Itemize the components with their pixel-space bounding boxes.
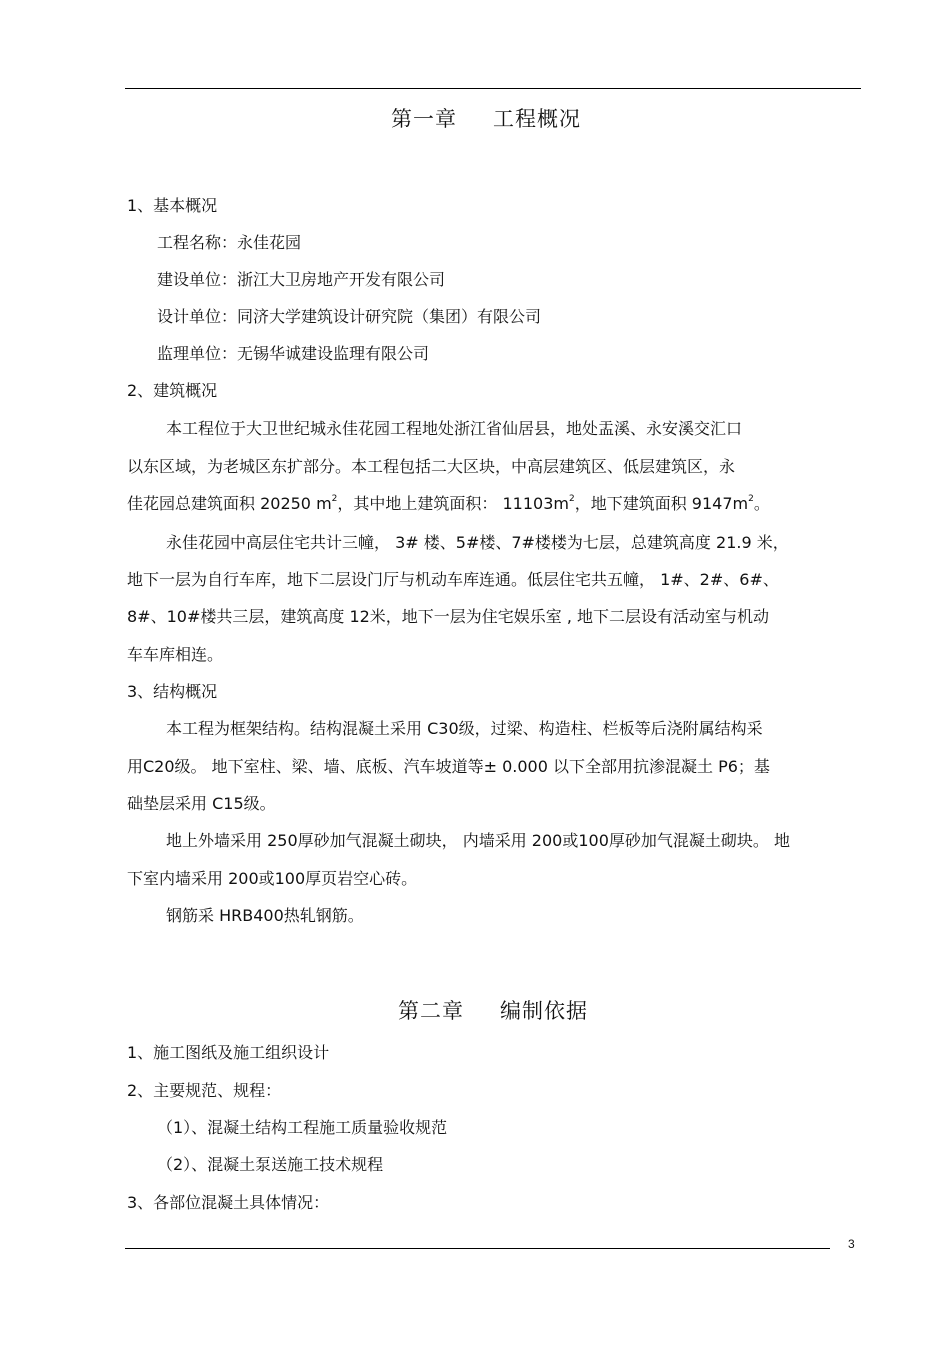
page-number: 3 <box>848 1237 855 1251</box>
paragraph-line: 地下一层为自行车库，地下二层设门厅与机动车库连通。低层住宅共五幢， 1#、2#、6#、 <box>127 570 779 589</box>
basis-item: 1、施工图纸及施工组织设计 <box>127 1043 330 1062</box>
chapter1-number: 第一章 <box>391 107 457 131</box>
chapter2-number: 第二章 <box>398 999 464 1023</box>
section1-heading: 1、基本概况 <box>127 196 218 215</box>
area-text: 佳花园总建筑面积 20250 m <box>127 494 332 513</box>
footer-rule <box>125 1248 830 1249</box>
area-text: 。 <box>753 494 770 513</box>
paragraph-line: 钢筋采 HRB400热轧钢筋。 <box>166 906 364 925</box>
builder-unit: 建设单位：浙江大卫房地产开发有限公司 <box>157 270 446 289</box>
area-text: ，地下建筑面积 9147m <box>574 494 749 513</box>
superscript: 2 <box>568 494 575 504</box>
section3-heading: 3、结构概况 <box>127 682 218 701</box>
basis-item: 2、主要规范、规程： <box>127 1081 282 1100</box>
paragraph-line-area <box>127 494 770 514</box>
project-name: 工程名称：永佳花园 <box>157 233 302 252</box>
superscript: 2 <box>331 494 338 504</box>
chapter1-heading <box>391 103 581 133</box>
paragraph-line: 本工程位于大卫世纪城永佳花园工程地处浙江省仙居县，地处盂溪、永安溪交汇口 <box>166 419 743 438</box>
design-unit: 设计单位：同济大学建筑设计研究院（集团）有限公司 <box>157 307 542 326</box>
chapter1-title: 工程概况 <box>493 107 581 131</box>
basis-subitem: （2）、混凝土泵送施工技术规程 <box>157 1155 384 1174</box>
area-text: ，其中地上建筑面积： 11103m <box>337 494 569 513</box>
paragraph-line: 8#、10#楼共三层，建筑高度 12米，地下一层为住宅娱乐室 , 地下二层设有活动室与机动 <box>127 607 770 626</box>
paragraph-line: 以东区域，为老城区东扩部分。本工程包括二大区块，中高层建筑区、低层建筑区，永 <box>127 457 736 476</box>
paragraph-line: 地上外墙采用 250厚砂加气混凝土砌块， 内墙采用 200或100厚砂加气混凝土砌块。 地 <box>166 831 790 850</box>
chapter2-heading <box>398 995 588 1025</box>
section2-heading: 2、建筑概况 <box>127 381 218 400</box>
chapter2-title: 编制依据 <box>500 999 588 1023</box>
paragraph-line: 用C20级。 地下室柱、梁、墙、底板、汽车坡道等± 0.000 以下全部用抗渗混凝土 P6；基 <box>127 757 770 776</box>
paragraph-line: 永佳花园中高层住宅共计三幢， 3# 楼、5#楼、7#楼楼为七层，总建筑高度 21.9 米， <box>166 533 789 552</box>
header-rule <box>125 88 861 89</box>
supervision-unit: 监理单位：无锡华诚建设监理有限公司 <box>157 344 430 363</box>
paragraph-line: 本工程为框架结构。结构混凝土采用 C30级，过梁、构造柱、栏板等后浇附属结构采 <box>166 719 763 738</box>
paragraph-line: 础垫层采用 C15级。 <box>127 794 276 813</box>
paragraph-line: 车车库相连。 <box>127 645 224 664</box>
paragraph-line: 下室内墙采用 200或100厚页岩空心砖。 <box>127 869 418 888</box>
basis-item: 3、各部位混凝土具体情况： <box>127 1193 330 1212</box>
basis-subitem: （1）、混凝土结构工程施工质量验收规范 <box>157 1118 448 1137</box>
superscript: 2 <box>748 494 754 504</box>
